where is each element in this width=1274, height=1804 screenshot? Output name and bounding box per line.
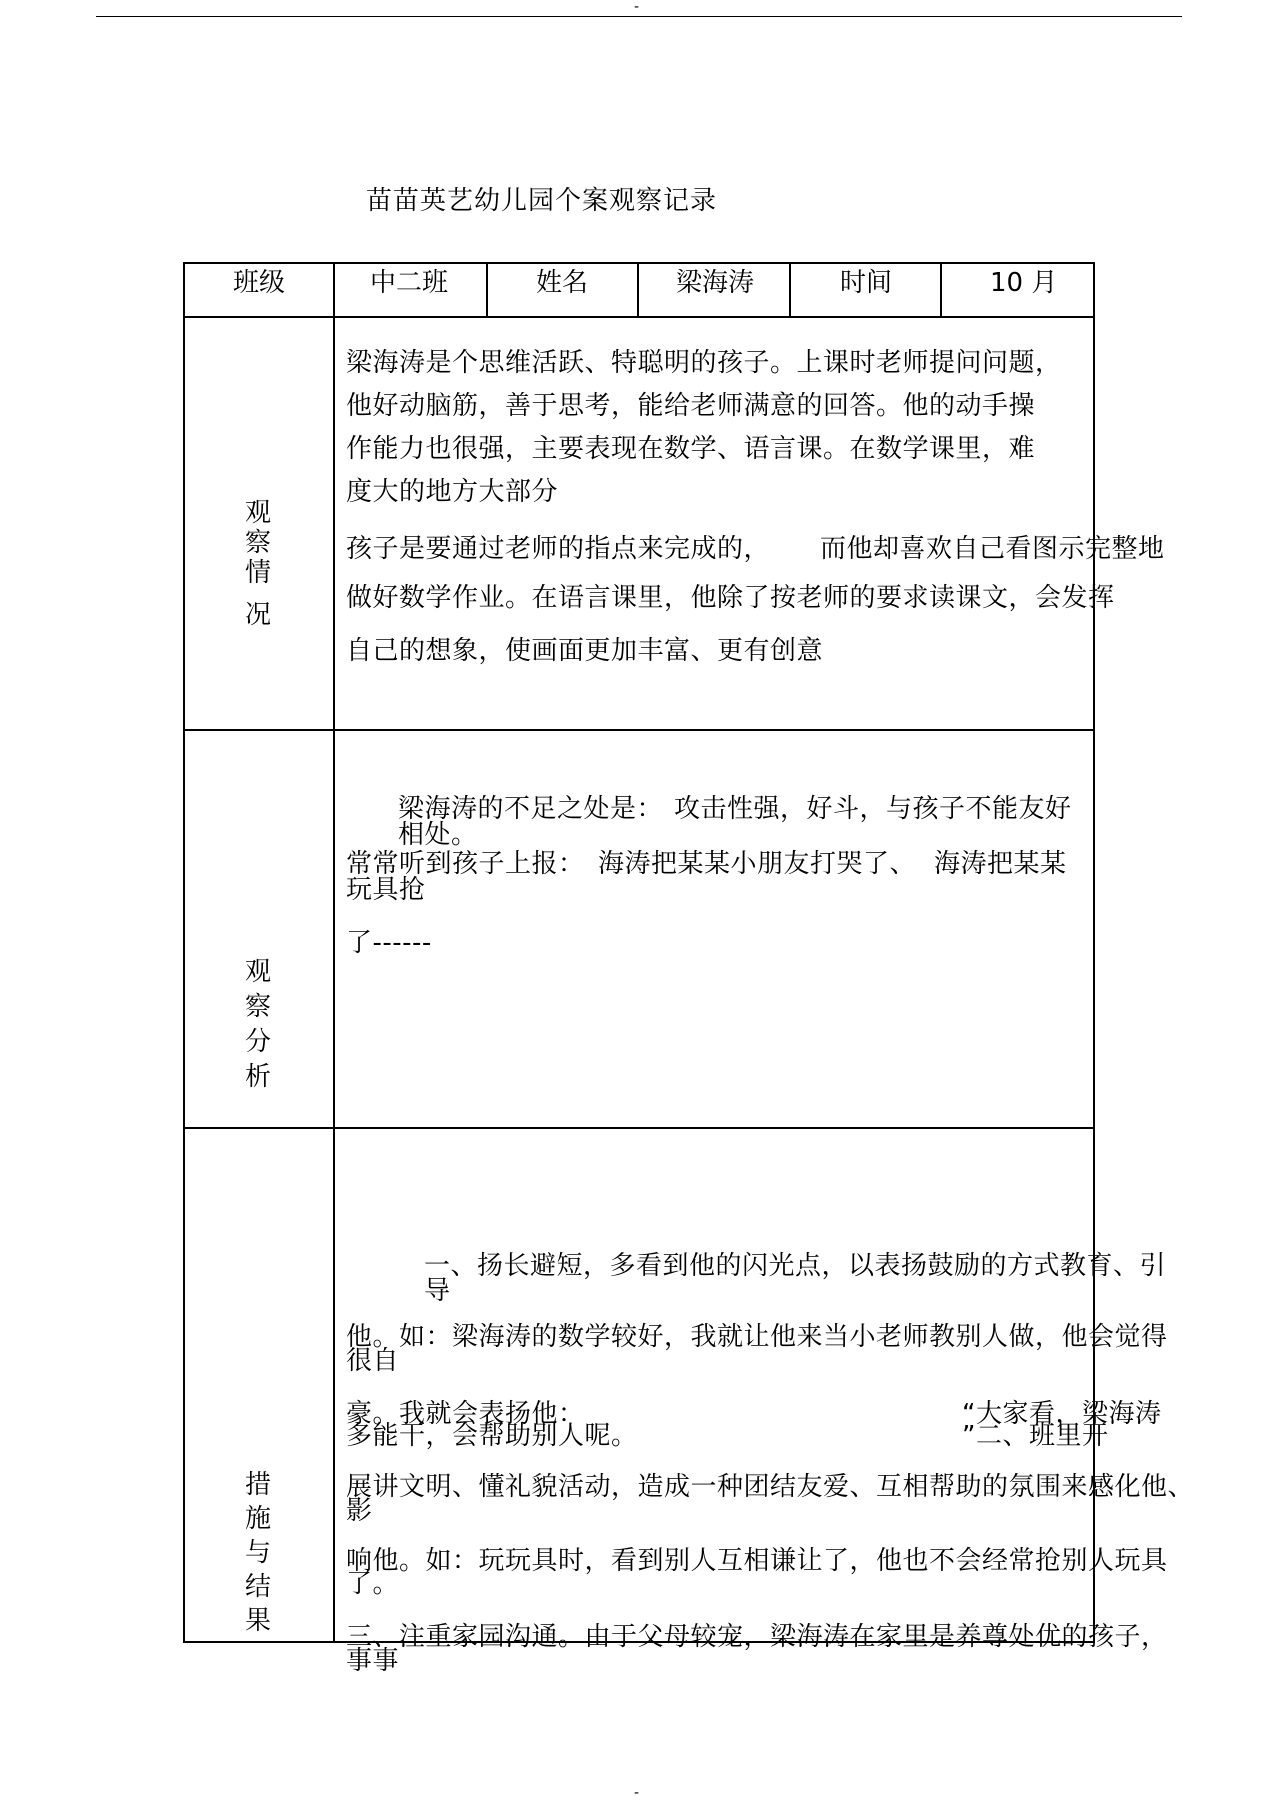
- footer-mark: -: [634, 1785, 640, 1801]
- time-value: 10 月: [990, 268, 1058, 298]
- name-value: 梁海涛: [676, 268, 755, 298]
- header-mark: -: [634, 0, 640, 15]
- document-title: 苗苗英艺幼儿园个案观察记录: [366, 186, 718, 216]
- header-rule: [96, 16, 1182, 17]
- name-label: 姓名: [536, 268, 589, 298]
- class-label: 班级: [233, 268, 286, 298]
- class-value: 中二班: [370, 268, 449, 298]
- time-label: 时间: [840, 268, 893, 298]
